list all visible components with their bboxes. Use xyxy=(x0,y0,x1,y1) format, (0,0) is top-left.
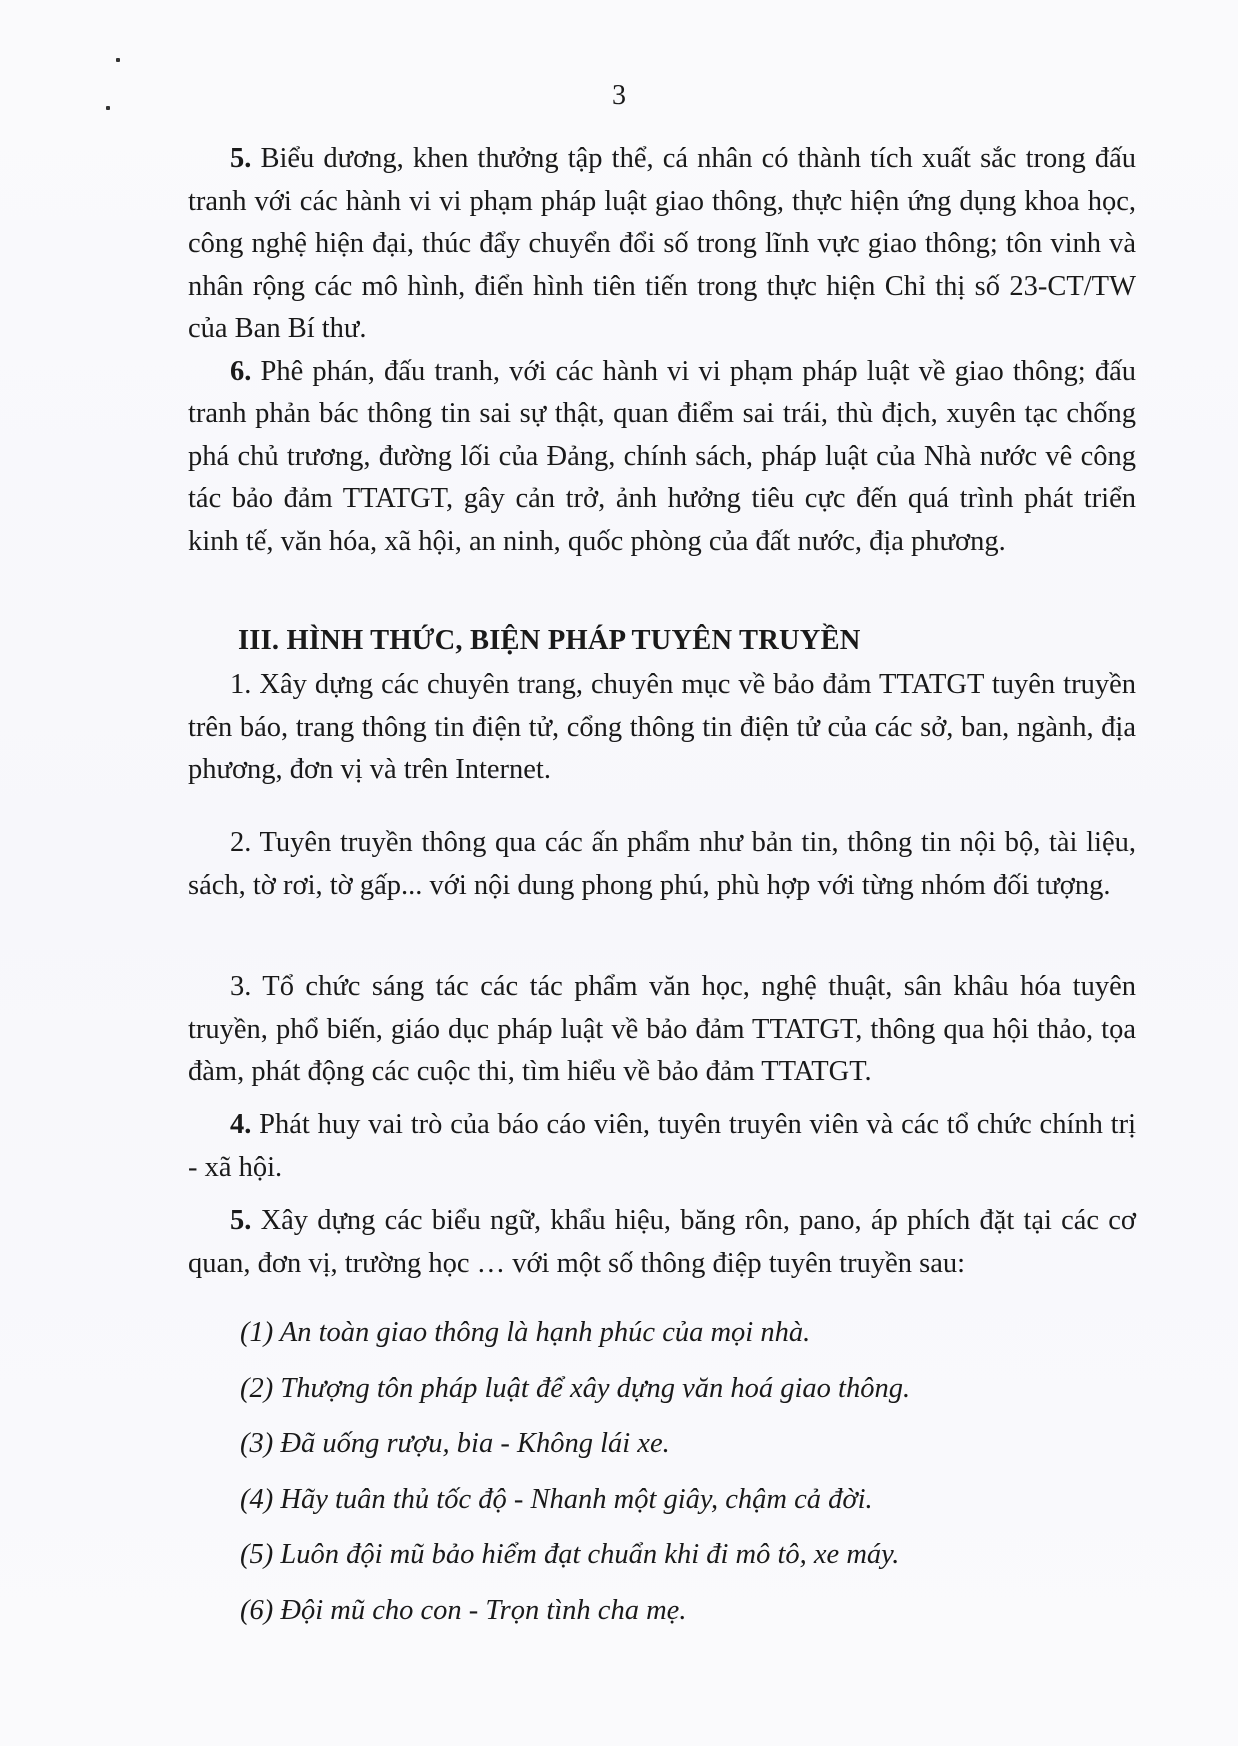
slogan-item: (6) Đội mũ cho con - Trọn tình cha mẹ. xyxy=(240,1594,687,1626)
item-number: 3. xyxy=(230,971,252,1002)
item-text: Biểu dương, khen thưởng tập thể, cá nhân có thành tích xuất sắc trong đấu tranh với các hành vi vi phạm pháp luật giao thông, thực hiện ứng dụng khoa học, công nghệ hiện đại, thúc đẩy chuyển đổi số trong lĩnh vực giao thông; tôn vinh và nhân rộng các mô hình, điển hình tiên tiến trong thực hiện Chỉ thị số 23-CT/TW của Ban Bí thư. xyxy=(188,143,1136,344)
paragraph-item-5 xyxy=(188,138,1136,351)
item-text: Phê phán, đấu tranh, với các hành vi vi phạm pháp luật về giao thông; đấu tranh phản bác thông tin sai sự thật, quan điểm sai trái, thù địch, xuyên tạc chống phá chủ trương, đường lối của Đảng, chính sách, pháp luật của Nhà nước vê công tác bảo đảm TTATGT, gây cản trở, ảnh hưởng tiêu cực đến quá trình phát triển kinh tế, văn hóa, xã hội, an ninh, quốc phòng của đất nước, địa phương. xyxy=(188,355,1136,557)
item-text: Xây dựng các chuyên trang, chuyên mục về bảo đảm TTATGT tuyên truyền trên báo, trang thông tin điện tử, cổng thông tin điện tử của các sở, ban, ngành, địa phương, đơn vị và trên Internet. xyxy=(188,669,1136,785)
item-text: Xây dựng các biểu ngữ, khẩu hiệu, băng rôn, pano, áp phích đặt tại các cơ quan, đơn vị, trường học … với một số thông điệp tuyên truyền sau: xyxy=(188,1205,1136,1279)
section-iii xyxy=(188,620,1136,663)
paragraph-item-2 xyxy=(188,822,1136,907)
section-ii-continuation xyxy=(188,138,1136,563)
item-number: 5. xyxy=(230,1205,252,1236)
slogan-item: (1) An toàn giao thông là hạnh phúc của mọi nhà. xyxy=(240,1317,811,1348)
paragraph-item-6 xyxy=(188,351,1136,564)
slogan-item: (4) Hãy tuân thủ tốc độ - Nhanh một giây, chậm cả đời. xyxy=(240,1483,873,1515)
slogan-item: (5) Luôn đội mũ bảo hiểm đạt chuẩn khi đi mô tô, xe máy. xyxy=(240,1539,900,1570)
item-number: 6. xyxy=(230,355,252,387)
paragraph-item-4 xyxy=(188,1104,1136,1189)
slogan-item: (2) Thượng tôn pháp luật để xây dựng văn hoá giao thông. xyxy=(240,1372,911,1404)
item-number: 1. xyxy=(230,669,252,700)
item-number: 2. xyxy=(230,827,252,858)
item-number: 5. xyxy=(230,143,252,174)
slogan-list xyxy=(188,1305,1136,1638)
section-iii-items xyxy=(188,664,1136,792)
item-number: 4. xyxy=(230,1109,252,1140)
section-iii-item-3-wrap xyxy=(188,966,1136,1094)
item-text: Tuyên truyền thông qua các ấn phẩm như bản tin, thông tin nội bộ, tài liệu, sách, tờ rơi, tờ gấp... với nội dung phong phú, phù hợp với từng nhóm đối tượng. xyxy=(188,827,1136,901)
section-iii-item-2-wrap xyxy=(188,822,1136,907)
item-text: Phát huy vai trò của báo cáo viên, tuyên truyên viên và các tổ chức chính trị - xã hội. xyxy=(188,1109,1136,1183)
scan-speck-mark xyxy=(116,58,120,62)
paragraph-item-1 xyxy=(188,664,1136,792)
section-iii-item-4-wrap xyxy=(188,1104,1136,1189)
section-heading: III. HÌNH THỨC, BIỆN PHÁP TUYÊN TRUYỀN xyxy=(238,625,861,656)
paragraph-item-5-messages xyxy=(188,1200,1136,1285)
page-number: 3 xyxy=(612,80,626,111)
section-iii-item-5-wrap xyxy=(188,1200,1136,1285)
slogan-item: (3) Đã uống rượu, bia - Không lái xe. xyxy=(240,1428,670,1459)
item-text: Tổ chức sáng tác các tác phẩm văn học, nghệ thuật, sân khâu hóa tuyên truyền, phổ biến, giáo dục pháp luật về bảo đảm TTATGT, thông qua hội thảo, tọa đàm, phát động các cuộc thi, tìm hiểu về bảo đảm TTATGT. xyxy=(188,971,1136,1087)
paragraph-item-3 xyxy=(188,966,1136,1094)
